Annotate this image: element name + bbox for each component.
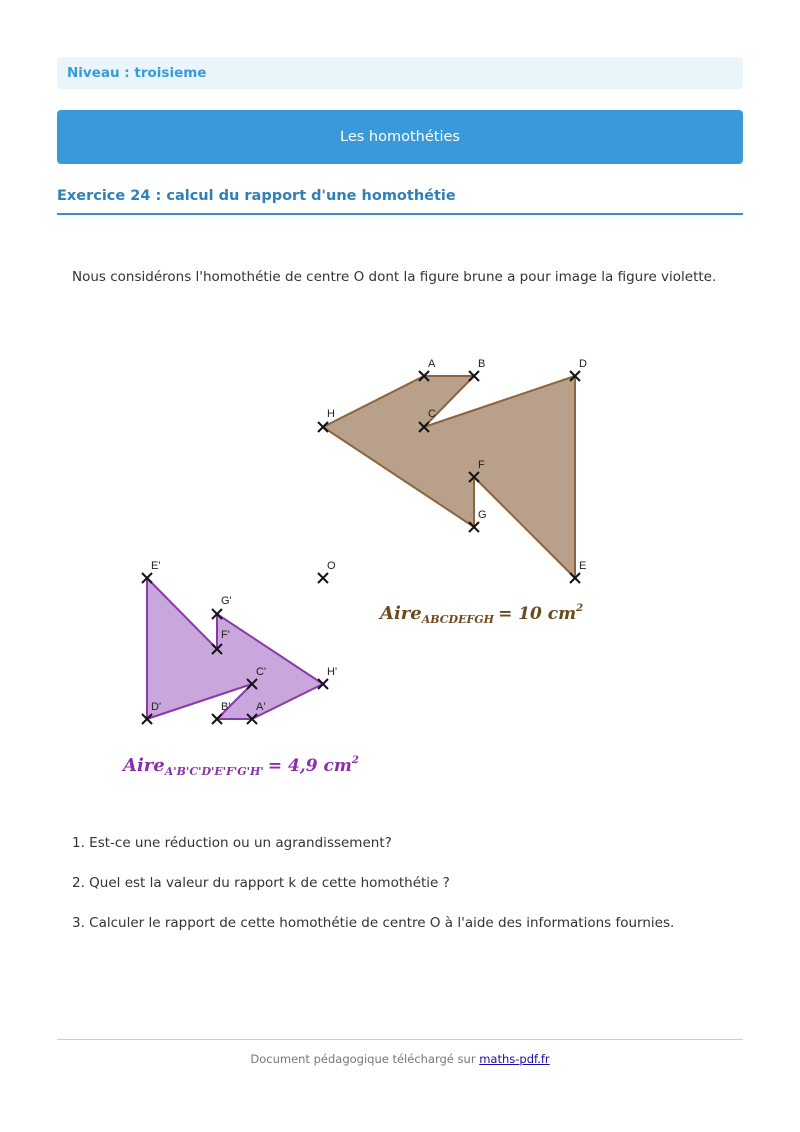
point-label-e-prime: E'	[151, 560, 161, 572]
point-label-h-prime: H'	[327, 666, 338, 678]
question-3: 3. Calculer le rapport de cette homothétie de centre O à l'aide des informations fournies.	[72, 915, 675, 931]
point-label-d: D	[579, 358, 587, 370]
chapter-title: Les homothéties	[340, 129, 460, 145]
violet-area-value: = 4,9 cm	[267, 756, 352, 776]
point-label-g: G	[478, 509, 487, 521]
violet-area-subscript: A'B'C'D'E'F'G'H'	[164, 765, 264, 778]
point-cross	[318, 573, 328, 583]
violet-polygon	[147, 578, 323, 719]
point-label-c: C	[428, 408, 436, 420]
intro-text: Nous considérons l'homothétie de centre O dont la figure brune a pour image la figure violette.	[72, 269, 717, 285]
question-list	[72, 835, 752, 955]
point-label-f-prime: F'	[221, 629, 230, 641]
exercise-title-text: Exercice 24 : calcul du rapport d'une homothétie	[57, 188, 456, 204]
brown-area-subscript: ABCDEFGH	[421, 613, 495, 626]
brown-area-value: = 10 cm	[498, 604, 577, 624]
point-label-b-prime: B'	[221, 701, 231, 713]
footer-text: Document pédagogique téléchargé sur	[250, 1052, 480, 1066]
footer-link[interactable]: maths-pdf.fr	[479, 1052, 550, 1066]
point-label-c-prime: C'	[256, 666, 267, 678]
footer	[0, 1052, 800, 1066]
point-label-o: O	[327, 560, 336, 572]
point-label-a-prime: A'	[256, 701, 266, 713]
point-label-h: H	[327, 408, 335, 420]
point-label-e: E	[579, 560, 587, 572]
point-label-f: F	[478, 459, 485, 471]
violet-area-exponent: 2	[351, 755, 359, 766]
point-label-b: B	[478, 358, 486, 370]
violet-area-prefix: Aire	[123, 755, 165, 776]
point-label-g-prime: G'	[221, 595, 232, 607]
level-label: Niveau : troisieme	[67, 65, 207, 81]
question-2: 2. Quel est la valeur du rapport k de cette homothétie ?	[72, 875, 450, 891]
point-label-a: A	[428, 358, 436, 370]
point-label-d-prime: D'	[151, 701, 162, 713]
brown-area-prefix: Aire	[380, 603, 422, 624]
footer-divider	[57, 1039, 743, 1040]
violet-area-formula	[121, 755, 359, 778]
brown-area-formula	[378, 603, 583, 626]
question-1: 1. Est-ce une réduction ou un agrandissement?	[72, 835, 392, 851]
brown-polygon	[323, 376, 575, 578]
brown-area-exponent: 2	[576, 603, 584, 614]
